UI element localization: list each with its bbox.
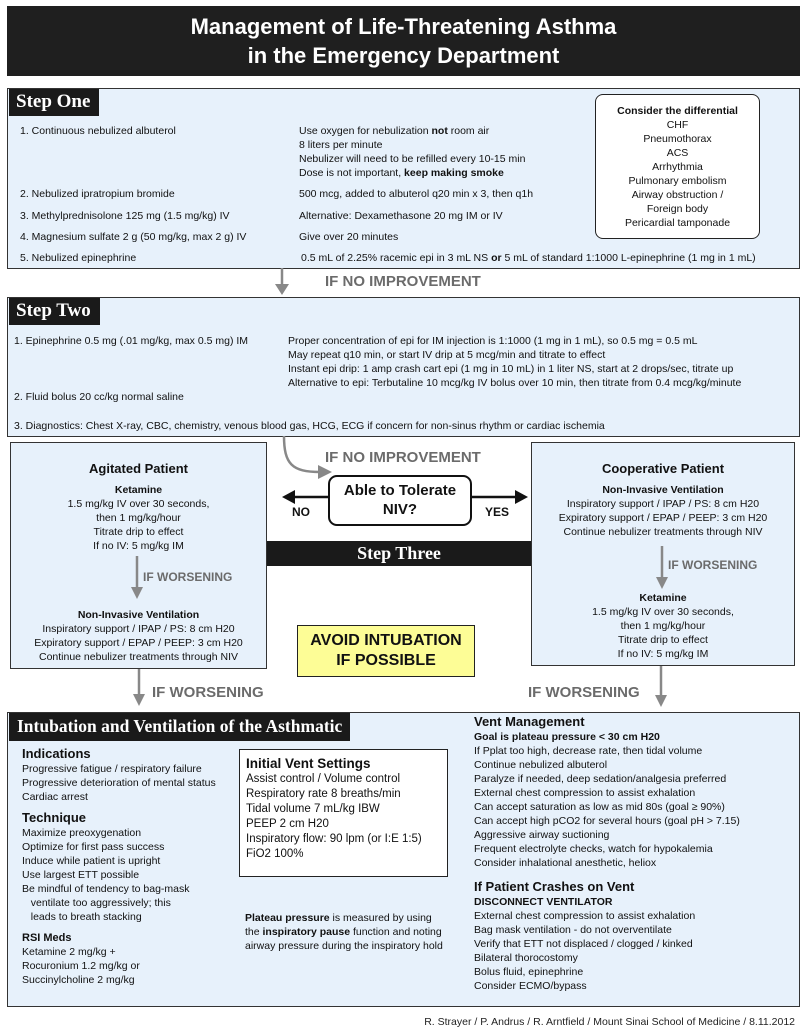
initial-vent-item: Tidal volume 7 mL/kg IBW: [246, 803, 380, 815]
differential-item: Airway obstruction /: [631, 189, 724, 201]
crash-item: Consider ECMO/bypass: [474, 980, 587, 992]
initial-vent-title: Initial Vent Settings: [246, 756, 371, 771]
cooperative-niv-title: Non-Invasive Ventilation: [602, 484, 724, 496]
agitated-if-worsening: IF WORSENING: [143, 570, 233, 584]
cooperative-title: Cooperative Patient: [601, 461, 725, 476]
page-title: [7, 6, 800, 76]
agitated-niv-line: Continue nebulizer treatments through NIV: [38, 651, 239, 663]
no-label: NO: [292, 505, 310, 519]
vent-mgmt-item: Consider inhalational anesthetic, heliox: [474, 857, 657, 869]
crash-item: External chest compression to assist exhalation: [474, 910, 696, 922]
differential-item: Pulmonary embolism: [628, 175, 727, 187]
agitated-niv-line: Expiratory support / EPAP / PEEP: 3 cm H20: [34, 637, 243, 649]
niv-question: Able to Tolerate NIV?: [343, 482, 457, 518]
step-one-label: Step One: [9, 89, 99, 116]
technique-item: Induce while patient is upright: [22, 855, 161, 867]
vent-mgmt-item: Can accept high pCO2 for several hours (goal pH > 7.15): [474, 815, 740, 827]
step-one-notes-3: Alternative: Dexamethasone 20 mg IM or IV: [299, 210, 503, 222]
technique-item: Maximize preoxygenation: [22, 827, 142, 839]
step-two-diagnostics: 3. Diagnostics: Chest X-ray, CBC, chemistry, venous blood gas, HCG, ECG if concern for non-sinus rhythm or cardiac ischemia: [14, 420, 605, 432]
cooperative-section: [531, 461, 795, 539]
agitated-ketamine-line: 1.5 mg/kg IV over 30 seconds,: [67, 498, 210, 510]
vent-mgmt-item: Frequent electrolyte checks, watch for hypokalemia: [474, 843, 713, 855]
crash-item: Bag mask ventilation - do not overventilate: [474, 924, 672, 936]
step-two-fluid: 2. Fluid bolus 20 cc/kg normal saline: [14, 391, 184, 403]
cooperative-ketamine-title: Ketamine: [639, 592, 687, 604]
crash-item: Verify that ETT not displaced / clogged / kinked: [474, 938, 693, 950]
differential-title: Consider the differential: [617, 105, 738, 117]
step-one-notes-5: 0.5 mL of 2.25% racemic epi in 3 mL NS or 5 mL of standard 1:1000 L-epinephrine (1 mg in 1 mL): [301, 252, 756, 264]
cooperative-ketamine-line: 1.5 mg/kg IV over 30 seconds,: [592, 606, 734, 618]
rsi-title: RSI Meds: [22, 932, 72, 944]
technique-item: Use largest ETT possible: [22, 869, 140, 881]
crash-item: Bolus fluid, epinephrine: [474, 966, 584, 978]
epi-note: Instant epi drip: 1 amp crash cart epi (1 mg in 10 mL) in 1 liter NS, start at 2 drops/sec, titrate up: [288, 363, 734, 375]
cooperative-niv-line: Inspiratory support / IPAP / PS: 8 cm H20: [566, 498, 760, 510]
differential-item: Arrhythmia: [652, 161, 703, 173]
if-worsening-right: IF WORSENING: [528, 684, 640, 701]
cooperative-ketamine-section: [531, 591, 795, 661]
crash-title: If Patient Crashes on Vent: [474, 879, 635, 894]
initial-vent-item: PEEP 2 cm H20: [246, 818, 329, 830]
title-line-2: in the Emergency Department: [247, 43, 560, 68]
indication-item: Cardiac arrest: [22, 791, 88, 803]
epi-note: Alternative to epi: Terbutaline 10 mcg/kg IV bolus over 10 min, then titrate from 0.4 mcg/kg/minute: [288, 377, 742, 389]
agitated-niv-section: [10, 608, 267, 664]
step-one-item-3: 3. Methylprednisolone 125 mg (1.5 mg/kg) IV: [20, 210, 230, 222]
vent-mgmt-item: Can accept saturation as low as mid 80s (goal ≥ 90%): [474, 801, 725, 813]
differential-item: CHF: [666, 119, 689, 131]
footer-credits: R. Strayer / P. Andrus / R. Arntfield / Mount Sinai School of Medicine / 8.11.2012: [424, 1016, 795, 1028]
differential-item: Pneumothorax: [643, 133, 712, 145]
cooperative-niv-line: Expiratory support / EPAP / PEEP: 3 cm H20: [558, 512, 768, 524]
agitated-section: [10, 461, 267, 553]
plateau-pressure-note: Plateau pressure is measured by using the inspiratory pause function and noting airway pressure during the inspiratory hold: [245, 912, 443, 952]
niv-decision-box: [328, 475, 472, 526]
arrow-down-icon: [131, 669, 147, 709]
no-improvement-label-1: IF NO IMPROVEMENT: [325, 273, 481, 290]
vent-mgmt-item: If Pplat too high, decrease rate, then tidal volume: [474, 745, 703, 757]
arrow-down-icon: [272, 268, 292, 296]
step-one-item-1: 1. Continuous nebulized albuterol: [20, 125, 176, 137]
yes-label: YES: [485, 505, 510, 519]
avoid-line-2: IF POSSIBLE: [336, 652, 436, 669]
indications-title: Indications: [22, 746, 91, 761]
vent-mgmt-goal: Goal is plateau pressure < 30 cm H20: [474, 731, 660, 743]
rsi-item: Succinylcholine 2 mg/kg: [22, 974, 135, 986]
differential-item: Pericardial tamponade: [624, 217, 731, 229]
step-two-epi-notes: [288, 334, 798, 390]
vent-management-section: [474, 714, 794, 993]
agitated-ketamine-line: then 1 mg/kg/hour: [96, 512, 181, 524]
vent-mgmt-item: Continue nebulized albuterol: [474, 759, 608, 771]
initial-vent-item: FiO2 100%: [246, 848, 304, 860]
technique-title: Technique: [22, 810, 87, 825]
cooperative-niv-line: Continue nebulizer treatments through NIV: [563, 526, 763, 538]
vent-mgmt-item: Aggressive airway suctioning: [474, 829, 610, 841]
agitated-ketamine-line: Titrate drip to effect: [93, 526, 184, 538]
crash-item: Bilateral thorocostomy: [474, 952, 578, 964]
cooperative-ketamine-line: Titrate drip to effect: [618, 634, 708, 646]
technique-item: ventilate too aggressively; this: [22, 897, 171, 909]
intubation-label: Intubation and Ventilation of the Asthmatic: [9, 713, 350, 741]
technique-item: Optimize for first pass success: [22, 841, 165, 853]
rsi-item: Ketamine 2 mg/kg +: [22, 946, 116, 958]
differential-item: Foreign body: [646, 203, 709, 215]
title-line-1: Management of Life-Threatening Asthma: [190, 14, 617, 39]
indication-item: Progressive fatigue / respiratory failure: [22, 763, 202, 775]
vent-mgmt-item: External chest compression to assist exhalation: [474, 787, 696, 799]
arrow-down-icon: [653, 666, 669, 710]
step-two-epi-item: 1. Epinephrine 0.5 mg (.01 mg/kg, max 0.5 mg) IM: [14, 335, 249, 347]
step-one-item-4: 4. Magnesium sulfate 2 g (50 mg/kg, max 2 g) IV: [20, 231, 247, 243]
initial-vent-box: [239, 749, 448, 877]
initial-vent-item: Inspiratory flow: 90 lpm (or I:E 1:5): [246, 833, 422, 845]
cooperative-ketamine-line: then 1 mg/kg/hour: [620, 620, 706, 632]
crash-subtitle: DISCONNECT VENTILATOR: [474, 896, 613, 908]
cooperative-ketamine-line: If no IV: 5 mg/kg IM: [617, 648, 709, 660]
step-one-notes-2: 500 mcg, added to albuterol q20 min x 3, then q1h: [299, 188, 534, 200]
initial-vent-item: Respiratory rate 8 breaths/min: [246, 788, 401, 800]
step-three-bar: [267, 541, 531, 566]
agitated-ketamine-line: If no IV: 5 mg/kg IM: [93, 540, 184, 552]
epi-note: May repeat q10 min, or start IV drip at 5 mcg/min and titrate to effect: [288, 349, 606, 361]
epi-note: Proper concentration of epi for IM injection is 1:1000 (1 mg in 1 mL), so 0.5 mg = 0.5 mL: [288, 335, 698, 347]
agitated-title: Agitated Patient: [89, 461, 188, 476]
agitated-niv-title: Non-Invasive Ventilation: [77, 609, 200, 621]
differential-item: ACS: [666, 147, 689, 159]
avoid-line-1: AVOID INTUBATION: [310, 632, 462, 649]
technique-item: Be mindful of tendency to bag-mask: [22, 883, 190, 895]
vent-mgmt-title: Vent Management: [474, 714, 585, 729]
if-worsening-left: IF WORSENING: [152, 684, 264, 701]
indication-item: Progressive deterioration of mental status: [22, 777, 216, 789]
step-three-label: Step Three: [357, 543, 441, 563]
step-one-notes-4: Give over 20 minutes: [299, 231, 399, 243]
step-one-item-2: 2. Nebulized ipratropium bromide: [20, 188, 175, 200]
agitated-niv-line: Inspiratory support / IPAP / PS: 8 cm H20: [42, 623, 235, 635]
agitated-ketamine-title: Ketamine: [114, 484, 163, 496]
initial-vent-item: Assist control / Volume control: [246, 773, 401, 785]
step-two-label: Step Two: [9, 298, 100, 325]
cooperative-if-worsening: IF WORSENING: [668, 558, 758, 572]
differential-box: [595, 94, 760, 239]
step-one-item-5: 5. Nebulized epinephrine: [20, 252, 137, 264]
rsi-item: Rocuronium 1.2 mg/kg or: [22, 960, 140, 972]
no-improvement-label-2: IF NO IMPROVEMENT: [325, 449, 481, 466]
vent-mgmt-item: Paralyze if needed, deep sedation/analgesia preferred: [474, 773, 727, 785]
step-one-notes-1: Use oxygen for nebulization not room air 8 liters per minute Nebulizer will need to be refilled every 10-15 min Dose is not important, keep making smoke: [299, 125, 526, 179]
indications-section: [22, 746, 242, 987]
avoid-intubation-box: [297, 625, 475, 677]
technique-item: leads to breath stacking: [22, 911, 142, 923]
